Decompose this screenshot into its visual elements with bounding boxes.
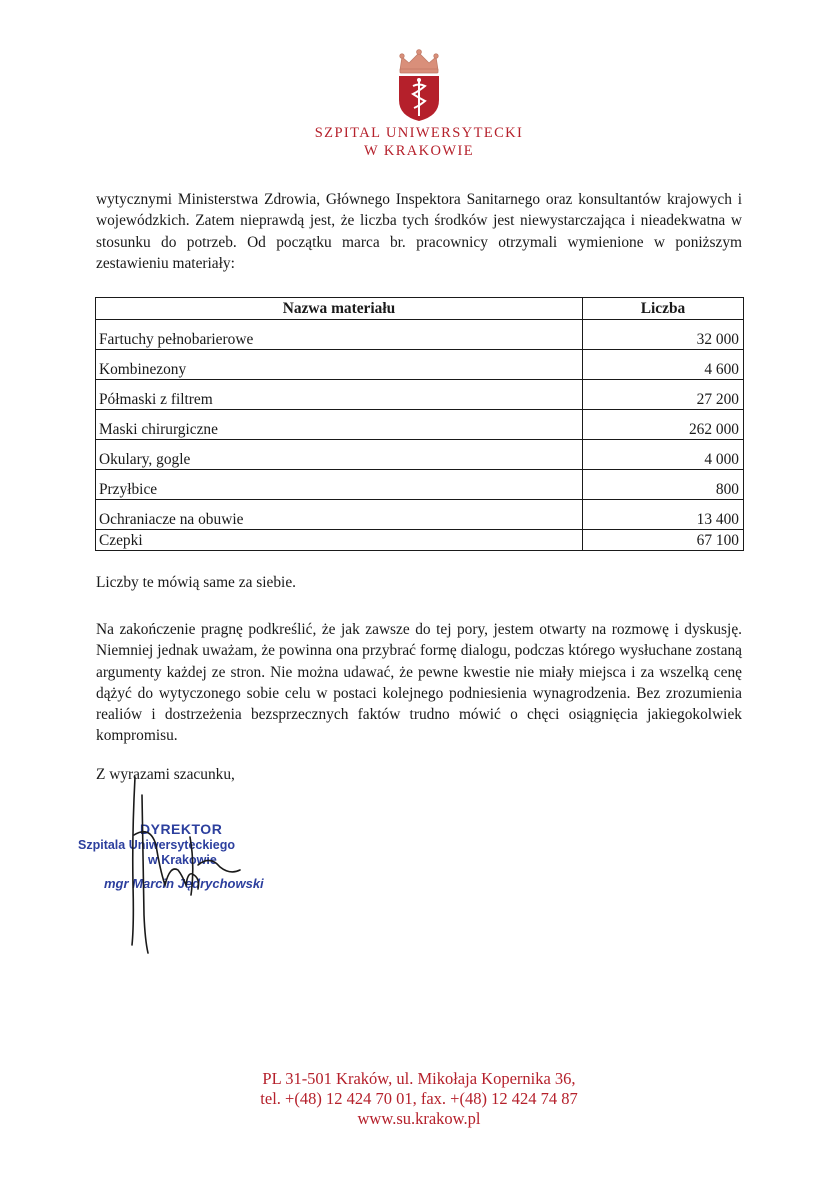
material-count: 13 400 [583,500,744,530]
material-name: Kombinezony [96,350,583,380]
material-name: Czepki [96,530,583,551]
table-row [96,440,744,470]
column-header-name: Nazwa materiału [96,298,583,320]
summary-sentence: Liczby te mówią same za siebie. [96,574,296,591]
table-row [96,380,744,410]
material-name: Przyłbice [96,470,583,500]
conclusion-paragraph: Na zakończenie pragnę podkreślić, że jak zawsze do tej pory, jestem otwarty na rozmowę i dyskusję. Niemniej jednak uważam, że powinna ona przybrać formę dialogu, podczas którego wysłuchane zostaną argumenty każdej ze stron. Nie można udawać, że pewne kwestie nie miały miejsca i za wszelką cenę dążyć do wytyczonego sobie celu w postaci kolejnego podniesienia wynagrodzenia. Bez zrozumienia realiów i dostrzeżenia bezsprzecznych faktów trudno mówić o chęci osiągnięcia jakiegokolwiek kompromisu. [96,621,742,745]
table-row [96,320,744,350]
material-count: 4 600 [583,350,744,380]
material-name: Ochraniacze na obuwie [96,500,583,530]
stamp-institution: Szpitala Uniwersyteckiego [78,838,236,852]
intro-paragraph: wytycznymi Ministerstwa Zdrowia, Głównego Inspektora Sanitarnego oraz konsultantów krajowych i wojewódzkich. Zatem nieprawdą jest, że liczba tych środków jest niewystarczająca i nieadekwatna w stosunku do potrzeb. Od początku marca br. pracownicy otrzymali wymienione w poniższym zestawieniu materiały: [96,191,742,272]
stamp-city: w Krakowie [148,853,217,867]
column-header-count: Liczba [583,298,744,320]
material-name: Półmaski z filtrem [96,380,583,410]
material-count: 67 100 [583,530,744,551]
material-name: Fartuchy pełnobarierowe [96,320,583,350]
stamp-title: DYREKTOR [140,821,223,837]
footer-website-link[interactable]: www.su.krakow.pl [357,1109,481,1128]
stamp-name: mgr Marcin Jędrychowski [104,876,264,891]
material-name: Maski chirurgiczne [96,410,583,440]
table-row [96,350,744,380]
material-count: 27 200 [583,380,744,410]
material-name: Okulary, gogle [96,440,583,470]
material-count: 262 000 [583,410,744,440]
institution-name-line1: SZPITAL UNIWERSYTECKI [314,125,524,141]
handwritten-signature-icon [70,775,300,965]
footer-address: PL 31-501 Kraków, ul. Mikołaja Kopernika 36, [262,1069,576,1088]
footer-phones: tel. +(48) 12 424 70 01, fax. +(48) 12 424 74 87 [260,1089,578,1108]
table-row [96,530,744,551]
material-count: 32 000 [583,320,744,350]
hospital-logo-icon [396,48,442,122]
table-row [96,500,744,530]
materials-table [95,297,744,551]
table-header-row [96,298,744,320]
institution-name-line2: W KRAKOWIE [364,143,474,159]
closing-salutation: Z wyrazami szacunku, [96,766,235,783]
table-row [96,410,744,440]
material-count: 800 [583,470,744,500]
material-count: 4 000 [583,440,744,470]
table-row [96,470,744,500]
